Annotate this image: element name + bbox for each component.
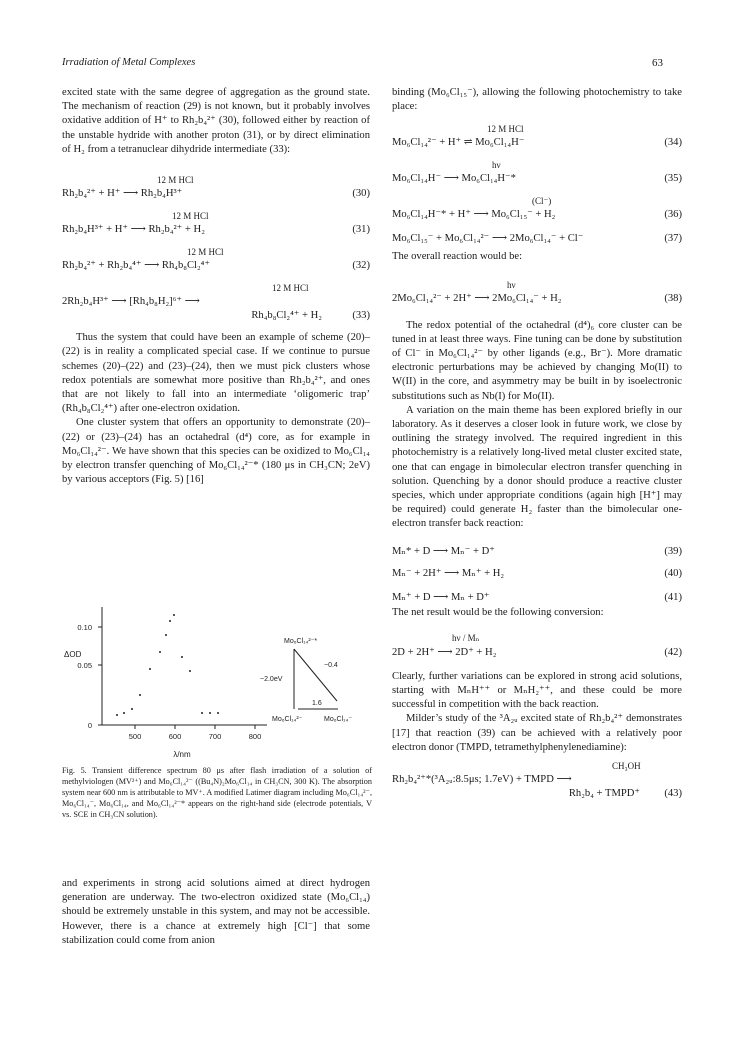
latimer-potential-3: 1.6 <box>312 700 322 707</box>
eq30-text: Rh₂b₄²⁺ + H⁺ ⟶ Rh₂b₄H³⁺ <box>62 187 183 199</box>
eq43-condition: CH₃OH <box>612 760 641 771</box>
eq43-number: (43) <box>664 788 682 800</box>
x-tick-700: 700 <box>208 732 222 741</box>
eq34-text: Mo₆Cl₁₄²⁻ + H⁺ ⇌ Mo₆Cl₁₄H⁻ <box>392 137 525 149</box>
transient-spectrum-plot <box>62 597 372 762</box>
eq32-condition: 12 M HCl <box>187 246 224 257</box>
right-paragraph-2: The overall reaction would be: <box>392 251 523 263</box>
latimer-diagram <box>260 638 352 723</box>
figure-caption: Fig. 5. Transient difference spectrum 80 μs after flash irradiation of a solution of methylviologen (MV²⁺) and Mo₆Cl₁₄²⁻ ((Bu₄N)₂Mo₆Cl₁₄ in CH₃CN, 300 K). The absorption system near 600 nm is attributable to MV⁺. A modified Latimer diagram including Mo₆Cl₁₄²⁻, Mo₆Cl₁₄⁻, Mo₆Cl₁₄, and Mo₆Cl₁₄²⁻* appears on the right-hand side (electrode potentials, V vs. SCE in CH₃CN solution). <box>62 766 372 819</box>
left-column <box>62 86 370 487</box>
right-paragraph-7: Milder’s study of the ³A₂ᵤ excited state of Rh₂b₄²⁺ demonstrates [17] that reaction (39) can be achieved with a relatively poor electron donor (TMPD, tetramethylphenylenediamine): <box>392 713 682 753</box>
latimer-ground-state: Mo₆Cl₁₄²⁻ <box>272 716 303 723</box>
x-tick-600: 600 <box>168 732 182 741</box>
latimer-excited-state: Mo₆Cl₁₄²⁻* <box>284 638 318 645</box>
equation-33-line1 <box>62 277 370 309</box>
equation-33-line2 <box>62 309 370 323</box>
eq42-condition: hν / Mₙ <box>452 633 480 644</box>
right-paragraph-5: The net result would be the following conversion: <box>392 606 604 618</box>
eq40-number: (40) <box>664 568 682 580</box>
eq30-number: (30) <box>352 187 370 199</box>
eq41-number: (41) <box>664 592 682 604</box>
eq42-text: 2D + 2H⁺ ⟶ 2D⁺ + H₂ <box>392 646 497 658</box>
eq38-condition: hν <box>507 280 516 291</box>
right-paragraph-3: The redox potential of the octahedral (d⁴)₆ core cluster can be tuned in at least three ways. Fine tuning can be done by substitution of Cl⁻ in Mo₆Cl₁₄²⁻ by other ligands (e.g., Br⁻). More dramatic electronic perturbations may be achieved by changing Mo(II) to W(II) in the core, and asymmetry may be built in by isoelectronic substitutions such as Nb(I) for Mo(II). <box>392 319 682 402</box>
eq31-text: Rh₂b₄H³⁺ + H⁺ ⟶ Rh₂b₄²⁺ + H₂ <box>62 223 205 235</box>
right-paragraph-1: binding (Mo₆Cl₁₅⁻), allowing the following photochemistry to take place: <box>392 87 682 113</box>
equation-32 <box>62 241 370 273</box>
equation-39 <box>392 538 682 560</box>
eq31-number: (31) <box>352 223 370 235</box>
latimer-potential-2: −0.4 <box>324 662 338 669</box>
left-column-bottom <box>62 877 370 948</box>
eq38-text: 2Mo₆Cl₁₄²⁻ + 2H⁺ ⟶ 2Mo₆Cl₁₄⁻ + H₂ <box>392 293 562 305</box>
eq42-number: (42) <box>664 646 682 658</box>
left-paragraph-4: and experiments in strong acid solutions aimed at direct hydrogen generation are underway. The two-electron oxidized state (Mo₆Cl₁₄) should be extremely unstable in this system, and may not be accessible. However, there is a chance at extremely high [Cl⁻] that some stabilization could come from anion <box>62 878 370 946</box>
eq33-condition: 12 M HCl <box>272 282 309 293</box>
page-number: 63 <box>652 57 663 69</box>
equation-43-line2 <box>392 787 682 801</box>
eq38-number: (38) <box>664 293 682 305</box>
right-paragraph-4: A variation on the main theme has been explored briefly in our laboratory. As it deserves a closer look in future work, we close by outlining the strategy involved. The required ingredient in this photochemistry is a relatively long-lived metal cluster excited state, one that can engage in bimolecular electron transfer quenching in solution. Quenching by a donor should produce a reactive cluster species, which under appropriate conditions (again high [H⁺] may be required) could generate H₂ faster than the bimolecular one-electron transfer back reaction: <box>392 404 682 530</box>
eq33-text-2: Rh₄b₈Cl₂⁴⁺ + H₂ <box>251 310 322 322</box>
equation-34 <box>392 118 682 150</box>
eq33-text-1: 2Rh₂b₄H³⁺ ⟶ [Rh₄b₈H₂]⁶⁺ ⟶ <box>62 295 200 307</box>
equation-35 <box>392 154 682 186</box>
equation-40 <box>392 560 682 582</box>
eq35-text: Mo₆Cl₁₄H⁻ ⟶ Mo₆Cl₁₄H⁻* <box>392 173 516 185</box>
left-paragraph-1: excited state with the same degree of aggregation as the ground state. The mechanism of reaction (29) is not known, but it probably involves oxidative addition of H⁺ to Rh₂b₄²⁺ (30), followed either by reaction of the unstable hydride with another proton (31), or by direct elimination of H₂ from a tetranuclear dihydride intermediate (33): <box>62 87 370 155</box>
eq36-number: (36) <box>664 209 682 221</box>
eq40-text: Mₙ⁻ + 2H⁺ ⟶ Mₙ⁺ + H₂ <box>392 568 505 580</box>
eq30-condition: 12 M HCl <box>157 174 194 185</box>
y-tick-0: 0 <box>87 721 92 730</box>
x-axis-label: λ/nm <box>173 750 191 759</box>
equation-31 <box>62 205 370 237</box>
eq39-number: (39) <box>664 546 682 558</box>
eq41-text: Mₙ⁺ + D ⟶ Mₙ + D⁺ <box>392 592 490 604</box>
eq35-condition: hν <box>492 160 501 170</box>
x-tick-500: 500 <box>128 732 142 741</box>
latimer-potential-1: −2.0eV <box>260 676 283 683</box>
eq36-text: Mo₆Cl₁₄H⁻* + H⁺ ⟶ Mo₆Cl₁₅⁻ + H₂ <box>392 209 556 221</box>
eq34-number: (34) <box>664 137 682 149</box>
latimer-reduced-state: Mo₆Cl₁₄⁻ <box>324 716 353 723</box>
equation-36 <box>392 190 682 222</box>
y-axis-label: ΔOD <box>64 650 82 659</box>
equation-41 <box>392 582 682 606</box>
x-tick-800: 800 <box>248 732 262 741</box>
eq35-number: (35) <box>664 173 682 185</box>
equation-42 <box>392 628 682 660</box>
spectrum-points <box>116 614 219 716</box>
eq31-condition: 12 M HCl <box>172 210 209 221</box>
y-tick-010: 0.10 <box>77 623 92 632</box>
eq34-condition: 12 M HCl <box>487 124 524 134</box>
left-paragraph-2: Thus the system that could have been an example of scheme (20)–(22) is in reality a complicated special case. If we continue to pursue schemes (20)–(22) and (23)–(24), then we must pick clusters whose redox potentials are somewhat more positive than Rh₂b₄²⁺, and ones that are not likely to fall into an intermediate ‘oligomeric trap’ (Rh₄b₈Cl₂⁴⁺) after one-electron oxidation. <box>62 332 370 415</box>
eq43-text-2: Rh₂b₄ + TMPD⁺ <box>568 788 640 800</box>
eq33-number: (33) <box>352 310 370 322</box>
left-paragraph-3: One cluster system that offers an opportunity to demonstrate (20)–(22) or (23)–(24) has an octahedral (d⁴) core, as for example in Mo₆Cl₁₄²⁻. We have shown that this species can be oxidized to Mo₆Cl₁₄ by electron transfer quenching of Mo₆Cl₁₄²⁻* (180 μs in CH₃CN; 2eV) by various acceptors (Fig. 5) [16] <box>62 417 370 486</box>
right-column <box>392 86 682 801</box>
eq32-text: Rh₂b₄²⁺ + Rh₂b₄⁴⁺ ⟶ Rh₄b₈Cl₂⁴⁺ <box>62 259 210 271</box>
running-header: Irradiation of Metal Complexes <box>62 57 196 68</box>
eq39-text: Mₙ* + D ⟶ Mₙ⁻ + D⁺ <box>392 546 495 558</box>
eq37-text: Mo₆Cl₁₅⁻ + Mo₆Cl₁₄²⁻ ⟶ 2Mo₆Cl₁₄⁻ + Cl⁻ <box>392 233 584 245</box>
equation-37 <box>392 226 682 246</box>
equation-43-line1 <box>392 759 682 787</box>
y-tick-005: 0.05 <box>77 661 92 670</box>
eq43-text-1: Rh₂b₄²⁺*(³A₂ᵤ:8.5μs; 1.7eV) + TMPD ⟶ <box>392 773 572 785</box>
eq36-condition: (Cl⁻) <box>532 196 552 206</box>
equation-38 <box>392 275 682 307</box>
right-paragraph-6: Clearly, further variations can be explored in strong acid solutions, starting with MₙH⁺⁺ or MₙH₂⁺⁺, and these could be more successful in competition with the back reaction. <box>392 670 682 711</box>
equation-30 <box>62 169 370 201</box>
eq37-number: (37) <box>664 233 682 245</box>
eq32-number: (32) <box>352 259 370 271</box>
